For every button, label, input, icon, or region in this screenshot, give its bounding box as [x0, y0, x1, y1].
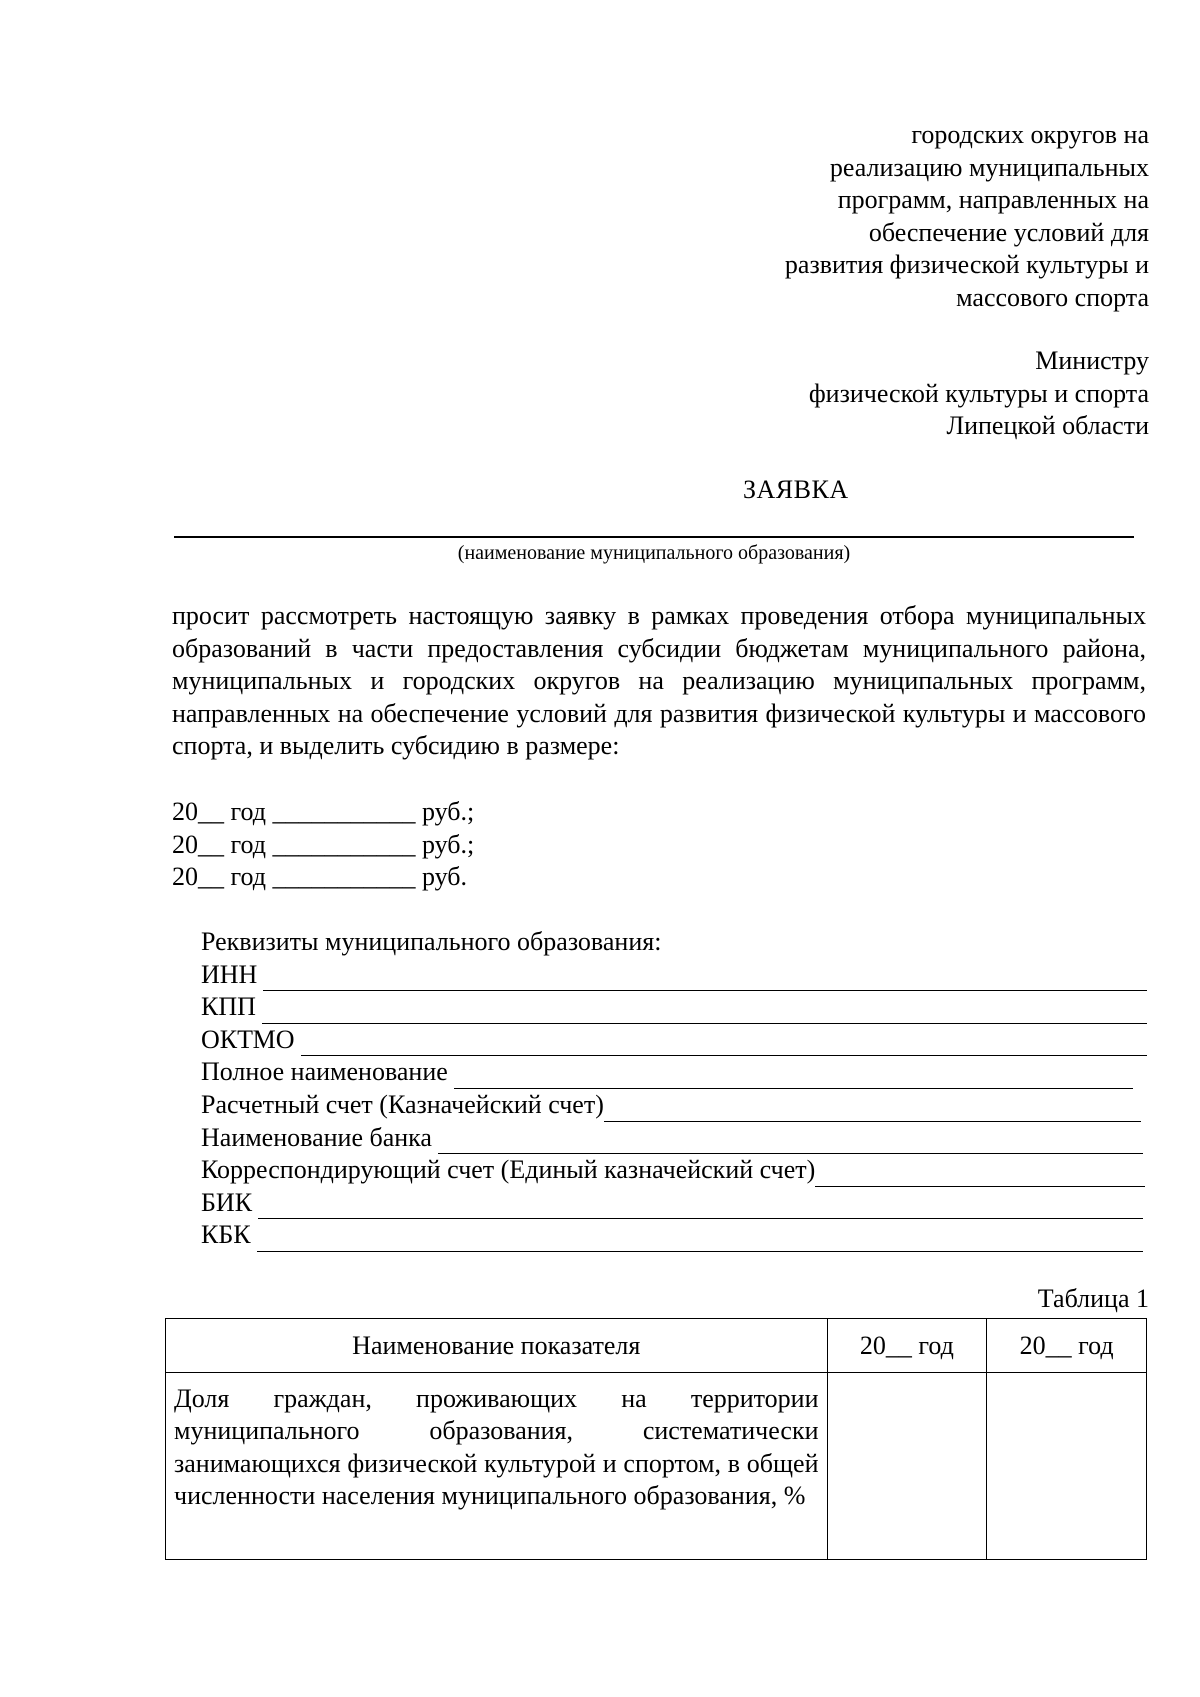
bank-name-field[interactable] [438, 1129, 1143, 1154]
requisites-block [201, 926, 1147, 1252]
requisite-bank-name [201, 1122, 1147, 1155]
requisite-label: Полное наименование [201, 1057, 448, 1087]
column-header-indicator: Наименование показателя [166, 1319, 828, 1373]
requisite-full-name [201, 1056, 1147, 1089]
requisite-settlement-account [201, 1089, 1147, 1122]
bik-field[interactable] [258, 1194, 1143, 1219]
requisite-bik [201, 1187, 1147, 1220]
inn-field[interactable] [263, 966, 1147, 991]
table-header-row [166, 1319, 1147, 1373]
requisite-label: Корреспондирующий счет (Единый казначейский счет) [201, 1155, 816, 1185]
table-row [166, 1373, 1147, 1560]
value-cell[interactable] [827, 1373, 987, 1560]
table-caption: Таблица 1 [1037, 1284, 1149, 1313]
column-header-year: 20__ год [987, 1319, 1147, 1373]
addressee-line: Министру [1035, 346, 1149, 375]
indicator-text: Доля граждан, проживающих на территории муниципального образования, систематически занимающихся физической культурой и спортом, в общей численности населения муниципального образования, % [174, 1384, 819, 1511]
requisite-label: Наименование банка [201, 1122, 432, 1152]
requisite-label: ОКТМО [201, 1024, 295, 1054]
municipality-name-line[interactable] [174, 536, 1134, 538]
requisite-kbk [201, 1219, 1147, 1252]
addressee-block [809, 345, 1149, 443]
header-line: программ, направленных на [837, 185, 1149, 214]
header-line: обеспечение условий для [868, 217, 1149, 247]
requisite-label: ИНН [201, 959, 258, 989]
indicator-cell [166, 1373, 828, 1560]
header-block [785, 119, 1149, 314]
oktmo-field[interactable] [301, 1031, 1147, 1056]
request-paragraph [172, 600, 1146, 763]
amounts-list [172, 796, 474, 894]
kpp-field[interactable] [262, 999, 1147, 1024]
requisites-title: Реквизиты муниципального образования: [201, 927, 662, 956]
kbk-field[interactable] [257, 1227, 1143, 1252]
value-cell[interactable] [987, 1373, 1147, 1560]
column-header-year: 20__ год [827, 1319, 987, 1373]
requisite-label: КПП [201, 992, 256, 1022]
requisite-correspondent-account [201, 1154, 1147, 1187]
correspondent-account-field[interactable] [815, 1162, 1145, 1187]
municipality-name-caption: (наименование муниципального образования) [457, 542, 851, 564]
addressee-line: физической культуры и спорта [808, 378, 1149, 408]
amount-row[interactable]: 20__ год ___________ руб.; [172, 829, 475, 859]
requisite-inn [201, 959, 1147, 992]
requisite-label: Расчетный счет (Казначейский счет) [201, 1089, 604, 1119]
header-line: городских округов на [911, 120, 1149, 149]
requisite-oktmo [201, 1024, 1147, 1057]
full-name-field[interactable] [454, 1064, 1133, 1089]
requisite-label: КБК [201, 1220, 251, 1250]
header-line: развития физической культуры и [784, 250, 1149, 279]
addressee-line: Липецкой области [946, 411, 1149, 440]
requisite-label: БИК [201, 1187, 253, 1217]
amount-row[interactable]: 20__ год ___________ руб.; [172, 797, 475, 826]
header-line: реализацию муниципальных [829, 152, 1149, 182]
document-title: ЗАЯВКА [743, 475, 849, 504]
settlement-account-field[interactable] [604, 1097, 1141, 1122]
requisite-kpp [201, 991, 1147, 1024]
indicators-table [165, 1318, 1147, 1560]
amount-row[interactable]: 20__ год ___________ руб. [172, 862, 468, 892]
request-text: просит рассмотреть настоящую заявку в рамках проведения отбора муниципальных образований в части предоставления субсидии бюджетам муниципального района, муниципальных и городских округов на реализацию муниципальных программ, направленных на обеспечение условий для развития физической культуры и массового спорта, и выделить субсидию в размере: [172, 601, 1146, 761]
header-line: массового спорта [956, 282, 1149, 312]
